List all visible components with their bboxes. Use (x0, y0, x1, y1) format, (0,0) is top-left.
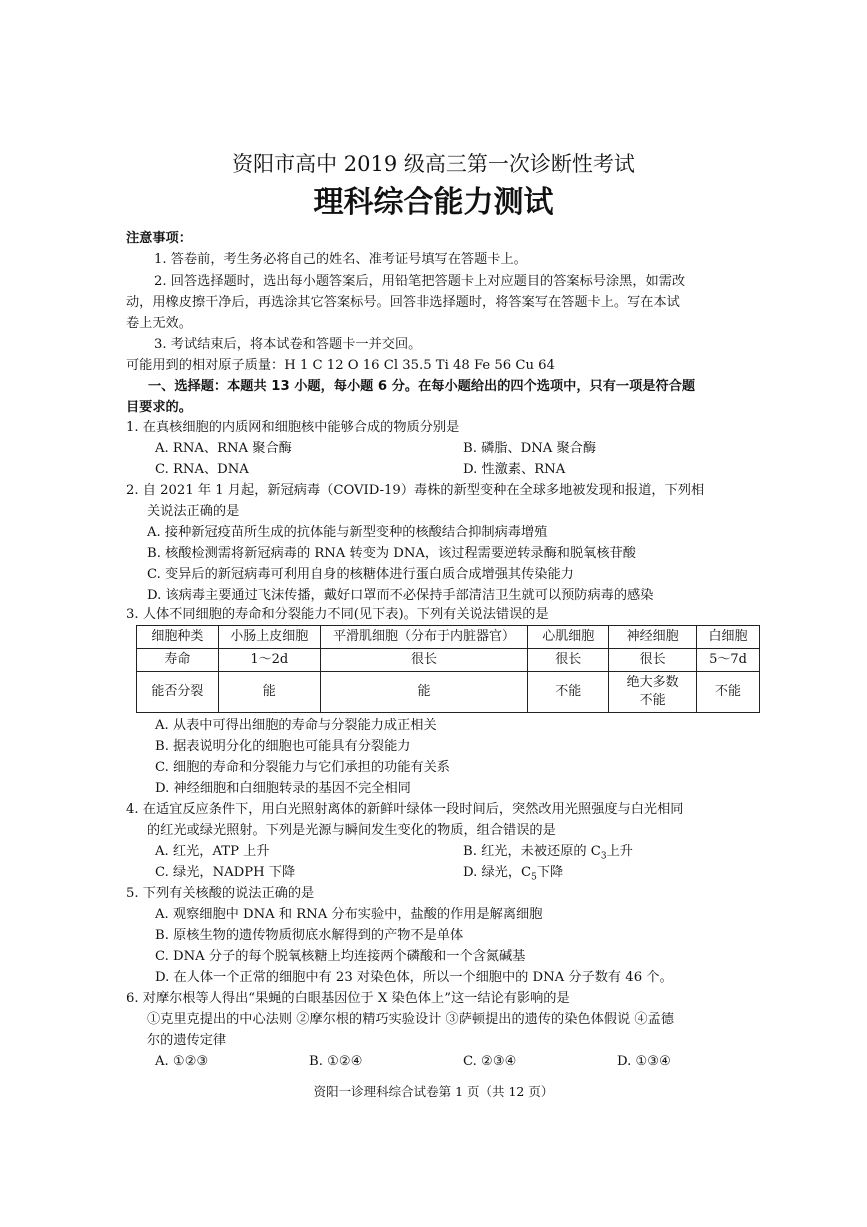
atomic-masses: 可能用到的相对原子质量：H 1 C 12 O 16 Cl 35.5 Ti 48 Fe 56 Cu 64 (126, 358, 555, 373)
table-header-cell: 白细胞 (697, 626, 760, 649)
table-row (137, 672, 760, 713)
table-cell: 不能 (697, 672, 760, 713)
table-row (137, 649, 760, 672)
page-footer: 资阳一诊理科综合试卷第 1 页（共 12 页） (313, 1084, 554, 1099)
q3-option-c: C. 细胞的寿命和分裂能力与它们承担的功能有关系 (155, 760, 450, 775)
q2-stem-line-2: 关说法正确的是 (147, 504, 240, 519)
subscript: 5 (531, 872, 537, 883)
q4-stem-line-1: 4. 在适宜反应条件下，用白光照射离体的新鲜叶绿体一段时间后，突然改用光照强度与白光相同 (126, 802, 684, 817)
notice-item-1: 1. 答卷前，考生务必将自己的姓名、准考证号填写在答题卡上。 (154, 252, 527, 267)
q2-option-a: A. 接种新冠疫苗所生成的抗体能与新型变种的核酸结合抑制病毒增殖 (147, 525, 548, 540)
q4-option-c: C. 绿光，NADPH 下降 (155, 865, 296, 880)
q5-option-a: A. 观察细胞中 DNA 和 RNA 分布实验中，盐酸的作用是解离细胞 (155, 907, 543, 922)
subscript: 3 (600, 851, 607, 862)
table-cell: 能否分裂 (137, 672, 219, 713)
q6-items-line-2: 尔的遗传定律 (147, 1033, 227, 1048)
notice-item-2-line-3: 卷上无效。 (126, 316, 192, 331)
q4-option-d (463, 863, 563, 888)
section-heading-line-2: 目要求的。 (126, 400, 192, 415)
table-header-cell: 平滑肌细胞（分布于内脏器官） (320, 626, 528, 649)
q3-stem: 3. 人体不同细胞的寿命和分裂能力不同(见下表)。下列有关说法错误的是 (126, 607, 549, 622)
q2-stem-line-1: 2. 自 2021 年 1 月起，新冠病毒（COVID-19）毒株的新型变种在全球多地被发现和报道，下列相 (126, 483, 705, 498)
q6-option-d: D. ①③④ (617, 1054, 671, 1069)
q4-option-b-tail: 上升 (606, 844, 633, 859)
table-cell: 寿命 (137, 649, 219, 672)
table-cell: 不能 (528, 672, 609, 713)
notice-item-2-line-2: 动，用橡皮擦干净后，再选涂其它答案标号。回答非选择题时，将答案写在答题卡上。写在本试 (126, 295, 680, 310)
exam-subject: 理科综合能力测试 (313, 185, 554, 220)
notice-heading: 注意事项： (126, 231, 192, 246)
q4-option-a: A. 红光，ATP 上升 (155, 844, 270, 859)
q6-items-line-1: ①克里克提出的中心法则 ②摩尔根的精巧实验设计 ③萨顿提出的遗传的染色体假说 ④孟德 (147, 1012, 674, 1027)
table-cell: 能 (218, 672, 320, 713)
cell-lifespan-table (136, 625, 760, 713)
q1-option-d: D. 性激素、RNA (463, 462, 566, 477)
table-header-row (137, 626, 760, 649)
table-header-cell: 心肌细胞 (528, 626, 609, 649)
q3-option-d: D. 神经细胞和白细胞转录的基因不完全相同 (155, 781, 411, 796)
table-header-cell: 小肠上皮细胞 (218, 626, 320, 649)
table-header-cell: 神经细胞 (609, 626, 697, 649)
table-cell-line: 绝大多数 (626, 675, 679, 690)
notice-item-2-line-1: 2. 回答选择题时，选出每小题答案后，用铅笔把答题卡上对应题目的答案标号涂黑，如需改 (154, 274, 686, 289)
table-cell-nerve-division (609, 672, 697, 713)
q6-stem: 6. 对摩尔根等人得出“果蝇的白眼基因位于 X 染色体上”这一结论有影响的是 (126, 991, 570, 1006)
table-header-cell: 细胞种类 (137, 626, 219, 649)
q3-option-b: B. 据表说明分化的细胞也可能具有分裂能力 (155, 739, 411, 754)
q5-stem: 5. 下列有关核酸的说法正确的是 (126, 886, 315, 901)
q5-option-c: C. DNA 分子的每个脱氧核糖上均连接两个磷酸和一个含氮碱基 (155, 949, 526, 964)
q4-option-d-tail: 下降 (536, 865, 564, 880)
q6-option-b: B. ①②④ (309, 1054, 363, 1069)
table-cell: 5～7d (697, 649, 760, 672)
q2-option-d: D. 该病毒主要通过飞沫传播，戴好口罩而不必保持手部清洁卫生就可以预防病毒的感染 (147, 588, 654, 603)
q5-option-d: D. 在人体一个正常的细胞中有 23 对染色体，所以一个细胞中的 DNA 分子数有 46 个。 (155, 970, 673, 985)
q6-option-a: A. ①②③ (155, 1054, 209, 1069)
q1-option-a: A. RNA、RNA 聚合酶 (155, 441, 292, 456)
q4-option-b-text: B. 红光，未被还原的 C (463, 844, 601, 859)
section-heading-line-1: 一、选择题：本题共 13 小题，每小题 6 分。在每小题给出的四个选项中，只有一项是符合题 (148, 379, 696, 394)
table-cell: 能 (320, 672, 528, 713)
q1-option-c: C. RNA、DNA (155, 462, 249, 477)
q3-option-a: A. 从表中可得出细胞的寿命与分裂能力成正相关 (155, 718, 437, 733)
notice-item-3: 3. 考试结束后，将本试卷和答题卡一并交回。 (154, 337, 422, 352)
q6-option-c: C. ②③④ (463, 1054, 517, 1069)
q1-option-b: B. 磷脂、DNA 聚合酶 (463, 441, 597, 456)
q2-option-c: C. 变异后的新冠病毒可利用自身的核糖体进行蛋白质合成增强其传染能力 (147, 567, 574, 582)
q2-option-b: B. 核酸检测需将新冠病毒的 RNA 转变为 DNA，该过程需要逆转录酶和脱氧核苷酸 (147, 546, 636, 561)
q4-option-d-text: D. 绿光，C (463, 865, 532, 880)
exam-title: 资阳市高中 2019 级高三第一次诊断性考试 (232, 152, 635, 176)
table-cell: 很长 (320, 649, 528, 672)
q4-stem-line-2: 的红光或绿光照射。下列是光源与瞬间发生变化的物质，组合错误的是 (147, 823, 556, 838)
table-cell: 很长 (609, 649, 697, 672)
q1-stem: 1. 在真核细胞的内质网和细胞核中能够合成的物质分别是 (126, 420, 460, 435)
table-cell: 1～2d (218, 649, 320, 672)
q5-option-b: B. 原核生物的遗传物质彻底水解得到的产物不是单体 (155, 928, 464, 943)
table-cell: 很长 (528, 649, 609, 672)
table-cell-line: 不能 (639, 693, 666, 708)
